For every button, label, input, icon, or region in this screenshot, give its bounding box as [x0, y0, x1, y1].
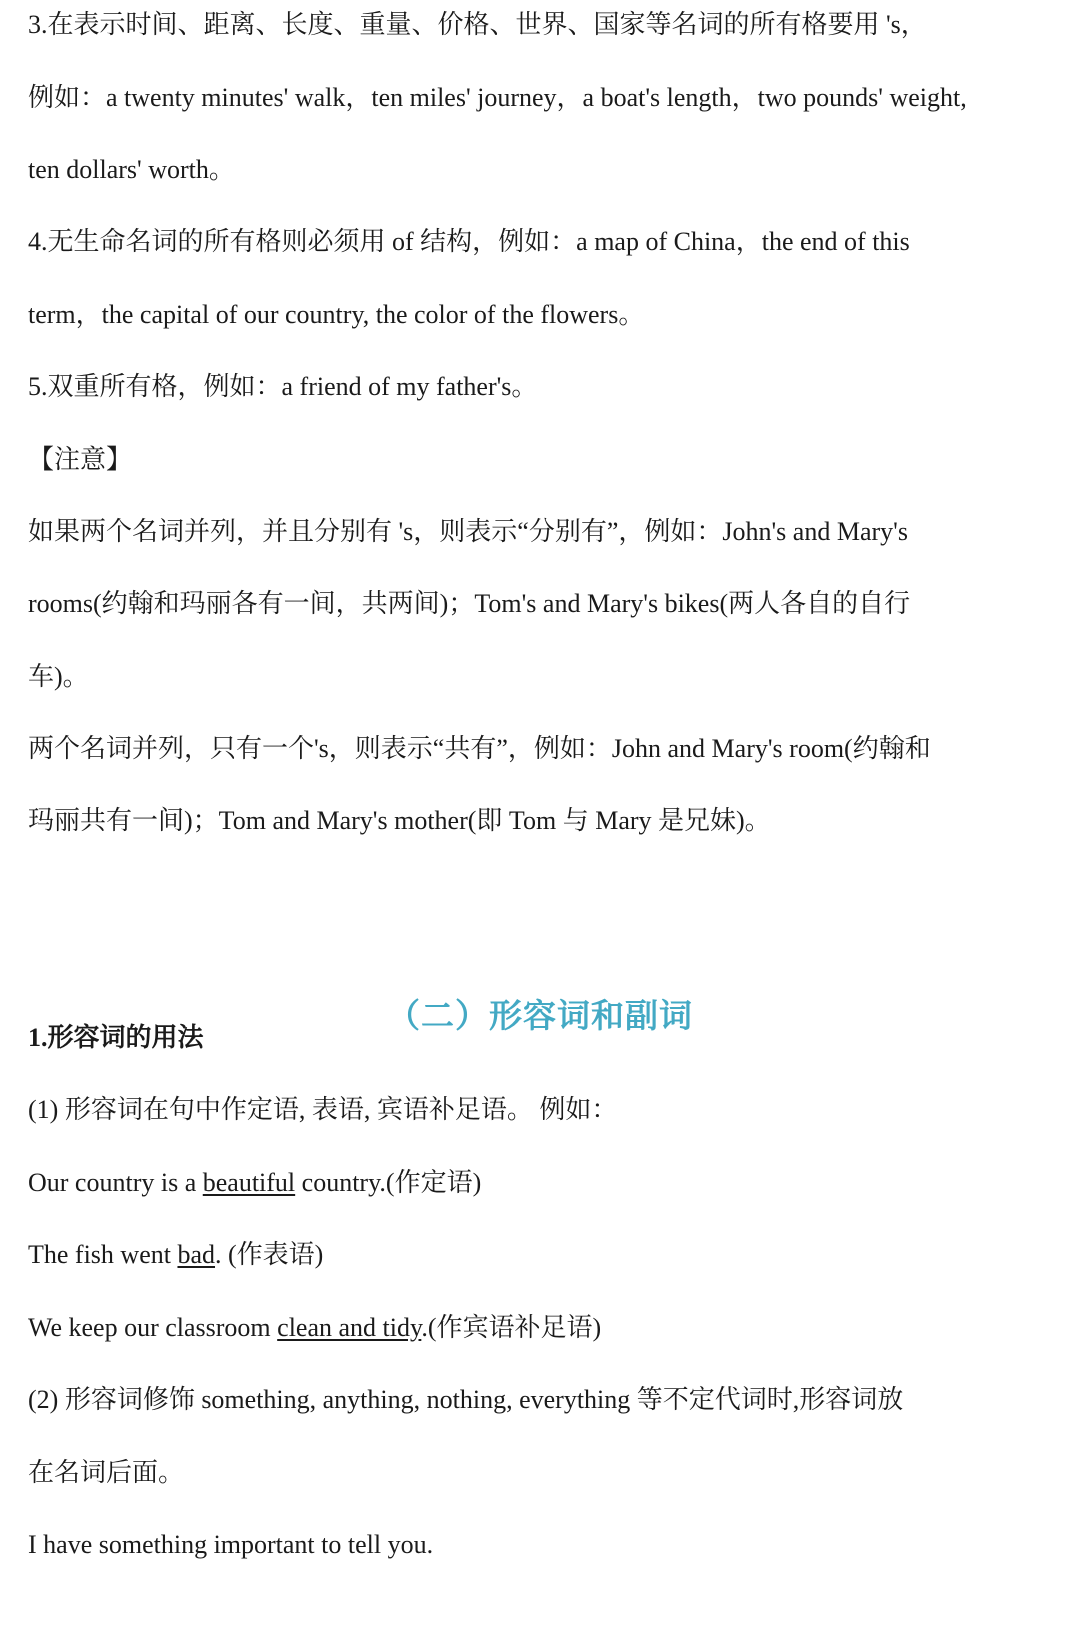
example-2 — [28, 1238, 1044, 1272]
note1-line-1: 如果两个名词并列，并且分别有 's，则表示“分别有”，例如：John's and Mary's — [28, 517, 908, 546]
example-3-underlined: clean and tidy — [277, 1313, 422, 1342]
sub1-title: 1.形容词的用法 — [28, 1023, 204, 1052]
note1-line-2: rooms(约翰和玛丽各有一间，共两间)；Tom's and Mary's bikes(两人各自的自行 — [28, 589, 911, 618]
item2-line-2: 在名词后面。 — [28, 1458, 185, 1487]
p4-line-2: term，the capital of our country, the color of the flowers。 — [28, 300, 645, 329]
example-4: I have something important to tell you. — [28, 1530, 434, 1559]
example-1-post: country.(作定语) — [295, 1168, 482, 1197]
example-2-pre: The fish went — [28, 1240, 178, 1269]
example-2-post: . (作表语) — [215, 1240, 324, 1269]
example-1-underlined: beautiful — [202, 1168, 296, 1197]
p3-line-2: 例如：a twenty minutes' walk，ten miles' journey，a boat's length，two pounds' weight, — [28, 83, 967, 112]
example-3-pre: We keep our classroom — [28, 1313, 278, 1342]
p4-line-1: 4.无生命名词的所有格则必须用 of 结构，例如：a map of China，the end of this — [28, 227, 910, 256]
note-title: 【注意】 — [28, 445, 133, 474]
note1-line-3: 车)。 — [28, 662, 89, 691]
note2-line-1: 两个名词并列，只有一个's，则表示“共有”，例如：John and Mary's room(约翰和 — [28, 734, 931, 763]
example-1-pre: Our country is a — [28, 1168, 203, 1197]
example-3 — [28, 1311, 1044, 1345]
example-1 — [28, 1166, 1044, 1200]
item2-line-1: (2) 形容词修饰 something, anything, nothing, everything 等不定代词时,形容词放 — [28, 1385, 904, 1414]
example-3-post: .(作宾语补足语) — [421, 1313, 602, 1342]
note2-line-2: 玛丽共有一间)；Tom and Mary's mother(即 Tom 与 Mary 是兄妹)。 — [28, 806, 771, 835]
item1-line: (1) 形容词在句中作定语, 表语, 宾语补足语。 例如： — [28, 1095, 618, 1124]
p3-line-1: 3.在表示时间、距离、长度、重量、价格、世界、国家等名词的所有格要用 's， — [28, 10, 927, 39]
section-heading: （二）形容词和副词 — [387, 996, 693, 1035]
p3-line-3: ten dollars' worth。 — [28, 155, 235, 184]
p5-line: 5.双重所有格，例如：a friend of my father's。 — [28, 372, 538, 401]
example-2-underlined: bad — [177, 1240, 216, 1269]
